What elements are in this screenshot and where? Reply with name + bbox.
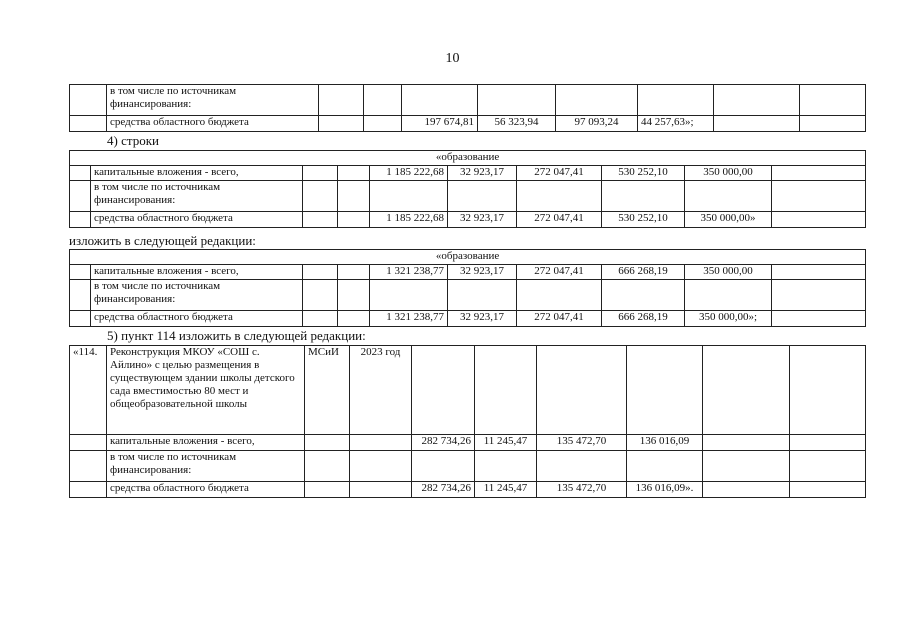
value-cell: 1 321 238,77 — [370, 311, 448, 327]
cell — [319, 85, 364, 116]
cell — [790, 482, 866, 498]
table-row — [70, 346, 866, 435]
cell — [70, 451, 107, 482]
item-5-heading: 5) пункт 114 изложить в следующей редакции: — [107, 328, 366, 343]
cell — [638, 85, 714, 116]
cell — [772, 166, 866, 181]
table-row — [70, 85, 866, 116]
value-cell: 32 923,17 — [448, 311, 517, 327]
cell — [537, 346, 627, 435]
row-label: в том числе по источникам финансирования: — [107, 451, 305, 482]
value-cell: 530 252,10 — [602, 166, 685, 181]
cell — [350, 435, 412, 451]
cell — [475, 451, 537, 482]
cell — [303, 280, 338, 311]
cell — [602, 181, 685, 212]
value-cell: 1 185 222,68 — [370, 212, 448, 228]
cell — [70, 311, 91, 327]
cell — [790, 451, 866, 482]
row-label: капитальные вложения - всего, — [91, 166, 303, 181]
year-cell: 2023 год — [350, 346, 412, 435]
section-header: «образование — [70, 151, 866, 166]
table-item-114 — [69, 345, 866, 498]
cell — [790, 435, 866, 451]
table-row — [70, 265, 866, 280]
cell — [70, 116, 107, 132]
value-cell: 32 923,17 — [448, 265, 517, 280]
cell — [685, 280, 772, 311]
row-label: в том числе по источникам финансирования: — [91, 181, 303, 212]
value-cell: 350 000,00 — [685, 166, 772, 181]
cell — [772, 265, 866, 280]
section-header: «образование — [70, 250, 866, 265]
cell — [475, 346, 537, 435]
cell — [350, 482, 412, 498]
cell — [305, 482, 350, 498]
cell — [364, 85, 402, 116]
cell — [412, 346, 475, 435]
cell — [800, 85, 866, 116]
cell — [70, 181, 91, 212]
value-cell: 136 016,09 — [627, 435, 703, 451]
cell — [303, 181, 338, 212]
cell — [338, 166, 370, 181]
cell — [703, 451, 790, 482]
cell — [70, 482, 107, 498]
table-row — [70, 212, 866, 228]
cell — [703, 435, 790, 451]
value-cell: 350 000,00» — [685, 212, 772, 228]
cell — [305, 451, 350, 482]
cell — [517, 280, 602, 311]
cell — [338, 311, 370, 327]
row-label: в том числе по источникам финансирования: — [107, 85, 319, 116]
table-row — [70, 482, 866, 498]
cell — [556, 85, 638, 116]
page-number: 10 — [445, 51, 460, 66]
value-cell: 272 047,41 — [517, 166, 602, 181]
table-row — [70, 435, 866, 451]
cell — [70, 85, 107, 116]
table-row — [70, 151, 866, 166]
cell — [685, 181, 772, 212]
cell — [448, 181, 517, 212]
row-label: средства областного бюджета — [91, 311, 303, 327]
value-cell: 272 047,41 — [517, 212, 602, 228]
cell — [338, 265, 370, 280]
value-cell: 11 245,47 — [475, 482, 537, 498]
cell — [772, 280, 866, 311]
cell — [370, 181, 448, 212]
cell — [412, 451, 475, 482]
cell — [602, 280, 685, 311]
row-label: средства областного бюджета — [107, 116, 319, 132]
cell — [478, 85, 556, 116]
cell — [70, 280, 91, 311]
value-cell: 136 016,09». — [627, 482, 703, 498]
row-label: капитальные вложения - всего, — [107, 435, 305, 451]
cell — [319, 116, 364, 132]
cell — [627, 346, 703, 435]
value-cell: 282 734,26 — [412, 482, 475, 498]
row-label: капитальные вложения - всего, — [91, 265, 303, 280]
cell — [350, 451, 412, 482]
table-row — [70, 116, 866, 132]
row-label: средства областного бюджета — [107, 482, 305, 498]
project-title: Реконструкция МКОУ «СОШ с. Айлино» с целью размещения в существующем здании школы детского сада вместимостью 80 мест и общеобразовательной школы — [107, 346, 305, 435]
item-4-heading: 4) строки — [107, 133, 159, 148]
row-label: в том числе по источникам финансирования: — [91, 280, 303, 311]
row-label: средства областного бюджета — [91, 212, 303, 228]
cell — [714, 85, 800, 116]
cell — [305, 435, 350, 451]
replace-instruction: изложить в следующей редакции: — [69, 233, 256, 248]
value-cell: 135 472,70 — [537, 482, 627, 498]
value-cell: 197 674,81 — [402, 116, 478, 132]
cell — [303, 212, 338, 228]
cell — [772, 311, 866, 327]
value-cell: 135 472,70 — [537, 435, 627, 451]
cell — [70, 212, 91, 228]
value-cell: 272 047,41 — [517, 311, 602, 327]
value-cell: 1 321 238,77 — [370, 265, 448, 280]
table-row — [70, 451, 866, 482]
item-number: «114. — [70, 346, 107, 435]
cell — [703, 346, 790, 435]
cell — [70, 435, 107, 451]
cell — [338, 181, 370, 212]
table-row — [70, 250, 866, 265]
table-new-rows — [69, 249, 866, 327]
value-cell: 666 268,19 — [602, 311, 685, 327]
cell — [772, 212, 866, 228]
cell — [303, 166, 338, 181]
cell — [70, 265, 91, 280]
value-cell: 97 093,24 — [556, 116, 638, 132]
value-cell: 1 185 222,68 — [370, 166, 448, 181]
table-row — [70, 166, 866, 181]
cell — [338, 280, 370, 311]
value-cell: 350 000,00 — [685, 265, 772, 280]
table-row — [70, 181, 866, 212]
cell — [303, 265, 338, 280]
cell — [338, 212, 370, 228]
cell — [303, 311, 338, 327]
value-cell: 56 323,94 — [478, 116, 556, 132]
value-cell: 11 245,47 — [475, 435, 537, 451]
value-cell: 530 252,10 — [602, 212, 685, 228]
cell — [790, 346, 866, 435]
cell — [370, 280, 448, 311]
value-cell: 350 000,00»; — [685, 311, 772, 327]
table-row — [70, 280, 866, 311]
table-row — [70, 311, 866, 327]
cell — [800, 116, 866, 132]
cell — [703, 482, 790, 498]
cell — [448, 280, 517, 311]
value-cell: 282 734,26 — [412, 435, 475, 451]
cell — [772, 181, 866, 212]
table-continuation — [69, 84, 866, 132]
cell — [364, 116, 402, 132]
table-old-rows — [69, 150, 866, 228]
cell — [70, 166, 91, 181]
value-cell: 32 923,17 — [448, 166, 517, 181]
cell — [537, 451, 627, 482]
value-cell: 32 923,17 — [448, 212, 517, 228]
cell — [517, 181, 602, 212]
executor-cell: МСиИ — [305, 346, 350, 435]
value-cell: 666 268,19 — [602, 265, 685, 280]
cell — [402, 85, 478, 116]
value-cell: 272 047,41 — [517, 265, 602, 280]
cell — [627, 451, 703, 482]
value-cell: 44 257,63»; — [638, 116, 714, 132]
cell — [714, 116, 800, 132]
